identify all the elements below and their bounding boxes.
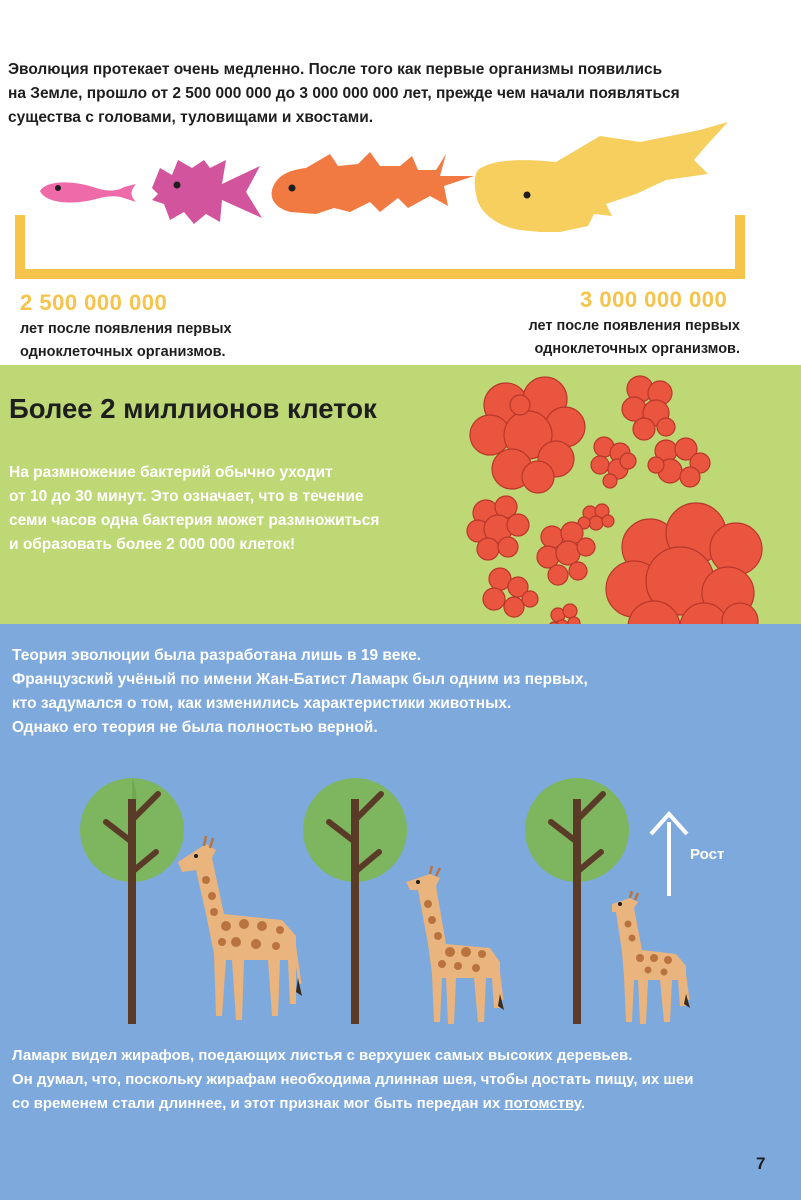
growth-label: Рост xyxy=(690,846,725,863)
lamarck-paragraph: Ламарк видел жирафов, поедающих листья с верхушек самых высоких деревьев. Он думал, что, поскольку жирафам необходима длинная шея, чтобы достать пищу, их шеи со временем стали длиннее, и этот признак мог быть передан их потомству. xyxy=(12,1047,694,1112)
cells-heading: Более 2 миллионов клеток xyxy=(9,393,377,424)
bacteria-cluster-icon xyxy=(622,376,675,440)
spiny-fish-icon xyxy=(272,152,474,214)
timeline-start-caption: лет после появления первых одноклеточных организмов. xyxy=(20,321,232,360)
page-number: 7 xyxy=(756,1154,766,1173)
bacteria-cluster-icon xyxy=(648,438,710,487)
timeline-end-value: 3 000 000 000 xyxy=(580,287,728,312)
tree-icon xyxy=(303,778,407,1024)
bacteria-cluster-icon xyxy=(537,522,595,585)
theory-paragraph: Теория эволюции была разработана лишь в 19 веке. Французский учёный по имени Жан-Батист Ламарк был одним из первых, кто задумался о том, как изменились характеристики животных. Однако его теория не была полностью верной. xyxy=(12,647,588,736)
tree-icon xyxy=(525,778,629,1024)
bacteria-cluster-icon xyxy=(606,503,762,624)
lamarck-section xyxy=(0,624,801,1200)
giraffe-icon xyxy=(612,891,690,1024)
bacteria-illustration xyxy=(0,365,801,624)
lobe-fin-fish-icon xyxy=(475,122,728,232)
cells-paragraph: На размножение бактерий обычно уходит от 10 до 30 минут. Это означает, что в течение семи часов одна бактерия может размножиться и образовать более 2 000 000 клеток! xyxy=(9,464,380,553)
early-fish-icon xyxy=(40,182,136,202)
bacteria-cluster-icon xyxy=(591,437,636,488)
bacteria-cluster-icon xyxy=(470,377,585,493)
bacteria-cluster-icon xyxy=(483,568,538,617)
bacteria-cluster-icon xyxy=(549,604,580,624)
offspring-term-link[interactable]: потомству xyxy=(504,1095,581,1112)
cell-division-section xyxy=(0,365,801,624)
growth-arrow-icon xyxy=(651,814,687,896)
timeline-start-value: 2 500 000 000 xyxy=(20,290,168,315)
timeline-end-caption: лет после появления первых одноклеточных организмов. xyxy=(528,318,740,357)
bacteria-cluster-icon xyxy=(578,504,614,530)
intro-paragraph: Эволюция протекает очень медленно. После того как первые организмы появились на Земле, прошло от 2 500 000 000 до 3 000 000 000 лет, прежде чем начали появляться существа с головами, туловищами и хвостами. xyxy=(8,61,680,126)
giraffe-icon xyxy=(406,866,504,1024)
timeline-bracket xyxy=(20,215,740,274)
bacteria-cluster-icon xyxy=(467,496,529,560)
tree-icon xyxy=(80,778,184,1024)
giraffe-icon xyxy=(178,836,302,1020)
round-fish-icon xyxy=(152,160,262,224)
evolution-timeline-section xyxy=(0,0,801,365)
